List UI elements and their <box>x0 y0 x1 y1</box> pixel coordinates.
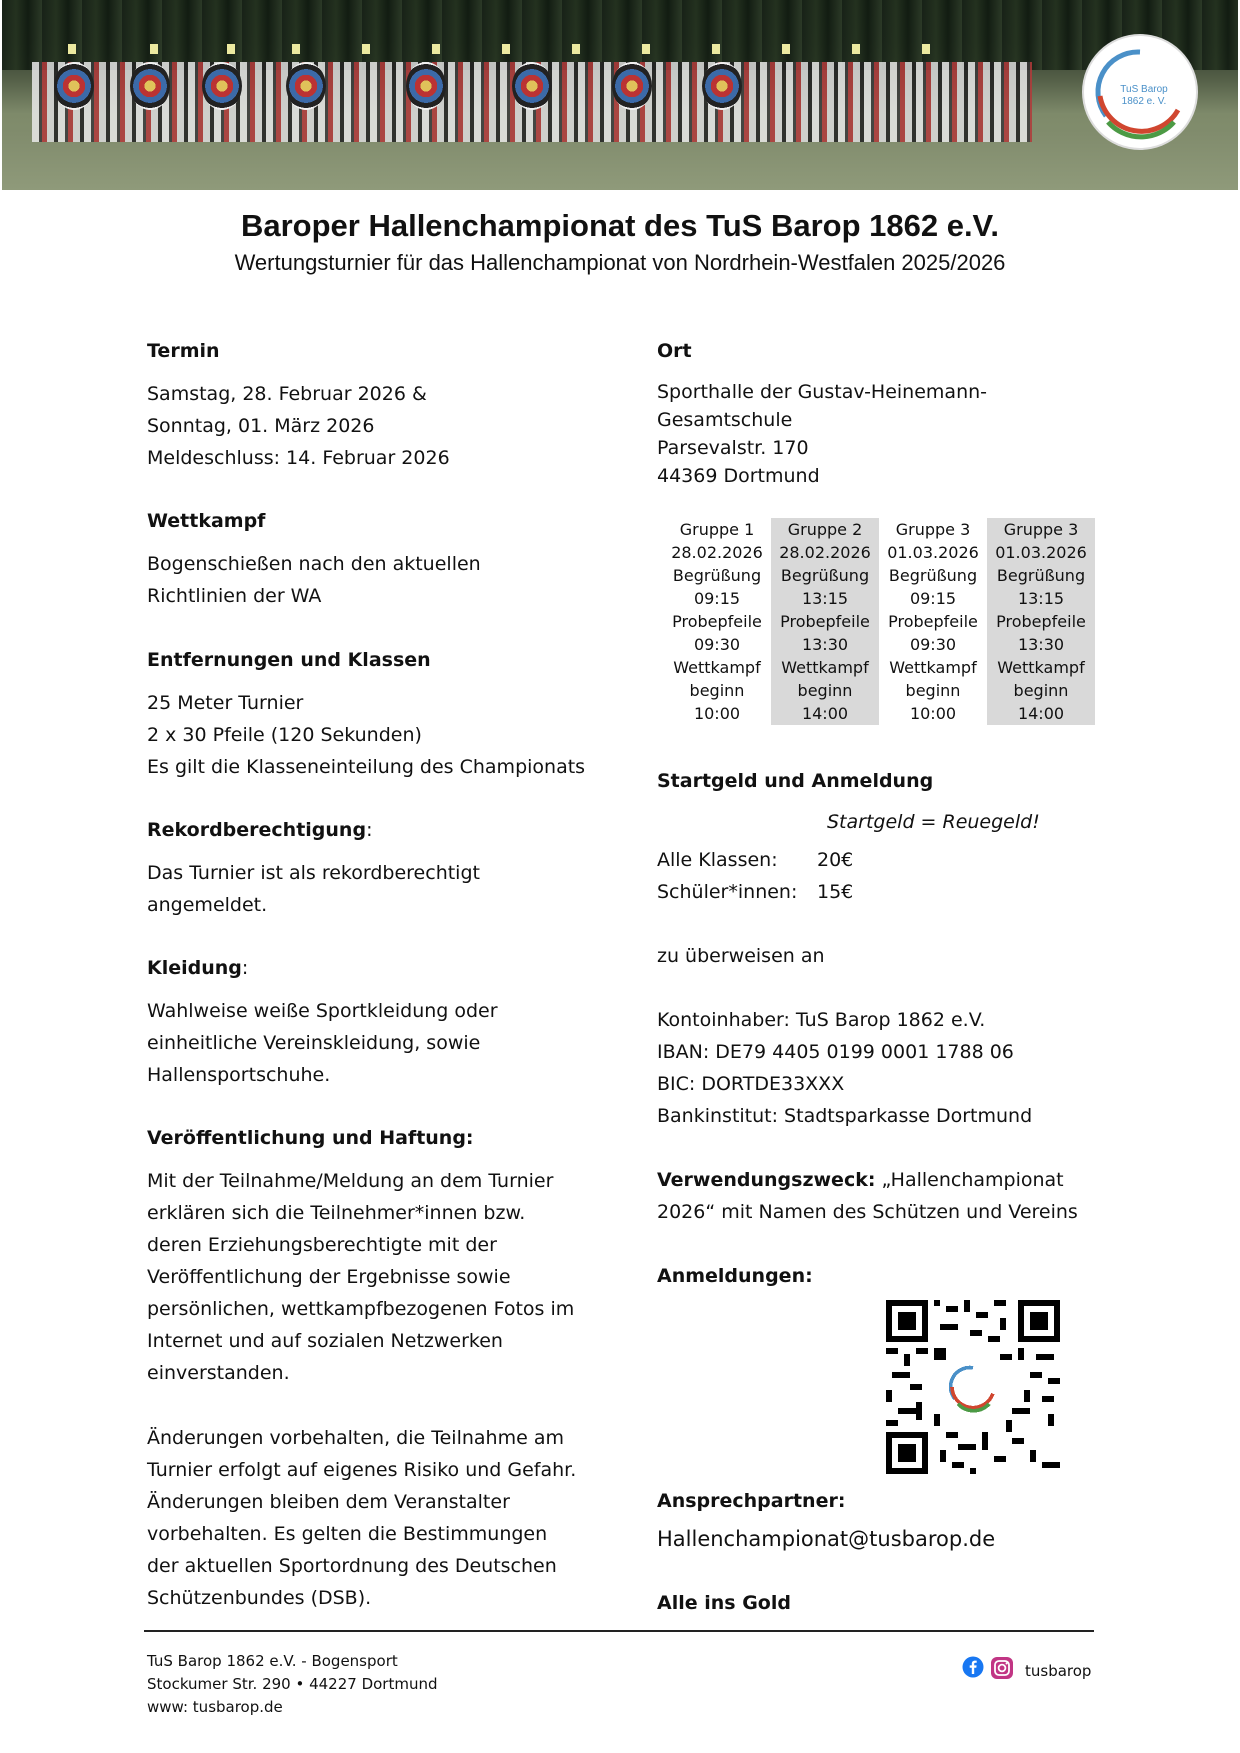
registration-qr-code[interactable] <box>886 1300 1060 1474</box>
wettkampf-heading: Wettkampf <box>147 510 266 532</box>
schedule-col-1: Gruppe 1 28.02.2026 Begrüßung 09:15 Probepfeile 09:30 Wettkampf beginn 10:00 <box>671 520 763 723</box>
aenderungen-text: Änderungen vorbehalten, die Teilnahme am Turnier erfolgt auf eigenes Risiko und Gefahr. Änderungen bleiben dem Veranstalter vorbehalten. Es gelten die Bestimmungen der aktuellen Sportordnung des Deutschen Schützenbundes (DSB). <box>147 1427 577 1609</box>
club-logo <box>1084 36 1196 148</box>
closing-text: Alle ins Gold <box>657 1592 791 1614</box>
footer-club-name: TuS Barop 1862 e.V. - Bogensport <box>147 1652 398 1670</box>
footer-address: Stockumer Str. 290 • 44227 Dortmund <box>147 1675 438 1693</box>
schedule-col-2: Gruppe 2 28.02.2026 Begrüßung 13:15 Probepfeile 13:30 Wettkampf beginn 14:00 <box>771 518 879 725</box>
fee-row-students: Schüler*innen: 15€ <box>657 881 854 903</box>
entfernungen-text: 25 Meter Turnier 2 x 30 Pfeile (120 Sekunden) Es gilt die Klasseneinteilung des Championats <box>147 692 586 778</box>
wettkampf-text: Bogenschießen nach den aktuellen Richtlinien der WA <box>147 553 481 607</box>
fee-row-all: Alle Klassen: 20€ <box>657 849 854 871</box>
ort-heading: Ort <box>657 340 692 362</box>
contact-email-link[interactable]: Hallenchampionat@tusbarop.de <box>657 1527 996 1551</box>
page-subtitle: Wertungsturnier für das Hallenchampionat von Nordrhein-Westfalen 2025/2026 <box>234 250 1006 275</box>
kleidung-text: Wahlweise weiße Sportkleidung oder einheitliche Vereinskleidung, sowie Hallensportschuhe. <box>147 1000 498 1086</box>
ansprechpartner-heading: Ansprechpartner: <box>657 1490 846 1512</box>
social-handle: tusbarop <box>1025 1662 1092 1680</box>
footer-divider <box>144 1630 1094 1632</box>
schedule-col-3: Gruppe 3 01.03.2026 Begrüßung 09:15 Probepfeile 09:30 Wettkampf beginn 10:00 <box>887 520 979 723</box>
footer-website-link[interactable]: www: tusbarop.de <box>147 1698 283 1716</box>
logo-line-2: 1862 e. V. <box>1121 96 1167 107</box>
verwendungszweck: Verwendungszweck: „Hallenchampionat 2026“ mit Namen des Schützen und Vereins <box>657 1169 1078 1223</box>
startgeld-heading: Startgeld und Anmeldung <box>657 770 934 792</box>
rekord-heading: Rekordberechtigung: <box>147 819 373 841</box>
termin-heading: Termin <box>147 340 220 362</box>
kleidung-heading: Kleidung: <box>147 957 249 979</box>
schedule-col-4: Gruppe 3 01.03.2026 Begrüßung 13:15 Probepfeile 13:30 Wettkampf beginn 14:00 <box>987 518 1095 725</box>
instagram-icon[interactable] <box>990 1656 1014 1680</box>
termin-text: Samstag, 28. Februar 2026 & Sonntag, 01. März 2026 Meldeschluss: 14. Februar 2026 <box>147 383 450 469</box>
veroeffentlichung-text: Mit der Teilnahme/Meldung an dem Turnier erklären sich die Teilnehmer*innen bzw. deren Erziehungsberechtigte mit der Veröffentlichung der Ergebnisse sowie persönlichen, wettkampfbezogenen Fotos im Internet und auf sozialen Netzwerken einverstanden. <box>147 1170 575 1384</box>
page-title: Baroper Hallenchampionat des TuS Barop 1862 e.V. <box>240 208 1000 243</box>
ort-text: Sporthalle der Gustav-Heinemann- Gesamtschule Parsevalstr. 170 44369 Dortmund <box>657 381 988 487</box>
schedule-table <box>663 518 1095 725</box>
startgeld-note: Startgeld = Reuegeld! <box>827 811 1040 833</box>
header-banner-photo <box>2 0 1238 190</box>
anmeldungen-heading: Anmeldungen: <box>657 1265 813 1287</box>
rekord-text: Das Turnier ist als rekordberechtigt angemeldet. <box>147 862 480 916</box>
logo-line-1: TuS Barop <box>1120 84 1168 95</box>
transfer-text: zu überweisen an <box>657 945 825 967</box>
facebook-icon[interactable] <box>962 1656 984 1678</box>
veroeffentlichung-heading: Veröffentlichung und Haftung: <box>147 1127 474 1149</box>
entfernungen-heading: Entfernungen und Klassen <box>147 649 431 671</box>
bank-details: Kontoinhaber: TuS Barop 1862 e.V. IBAN: DE79 4405 0199 0001 1788 06 BIC: DORTDE33XXX Bankinstitut: Stadtsparkasse Dortmund <box>657 1009 1033 1127</box>
